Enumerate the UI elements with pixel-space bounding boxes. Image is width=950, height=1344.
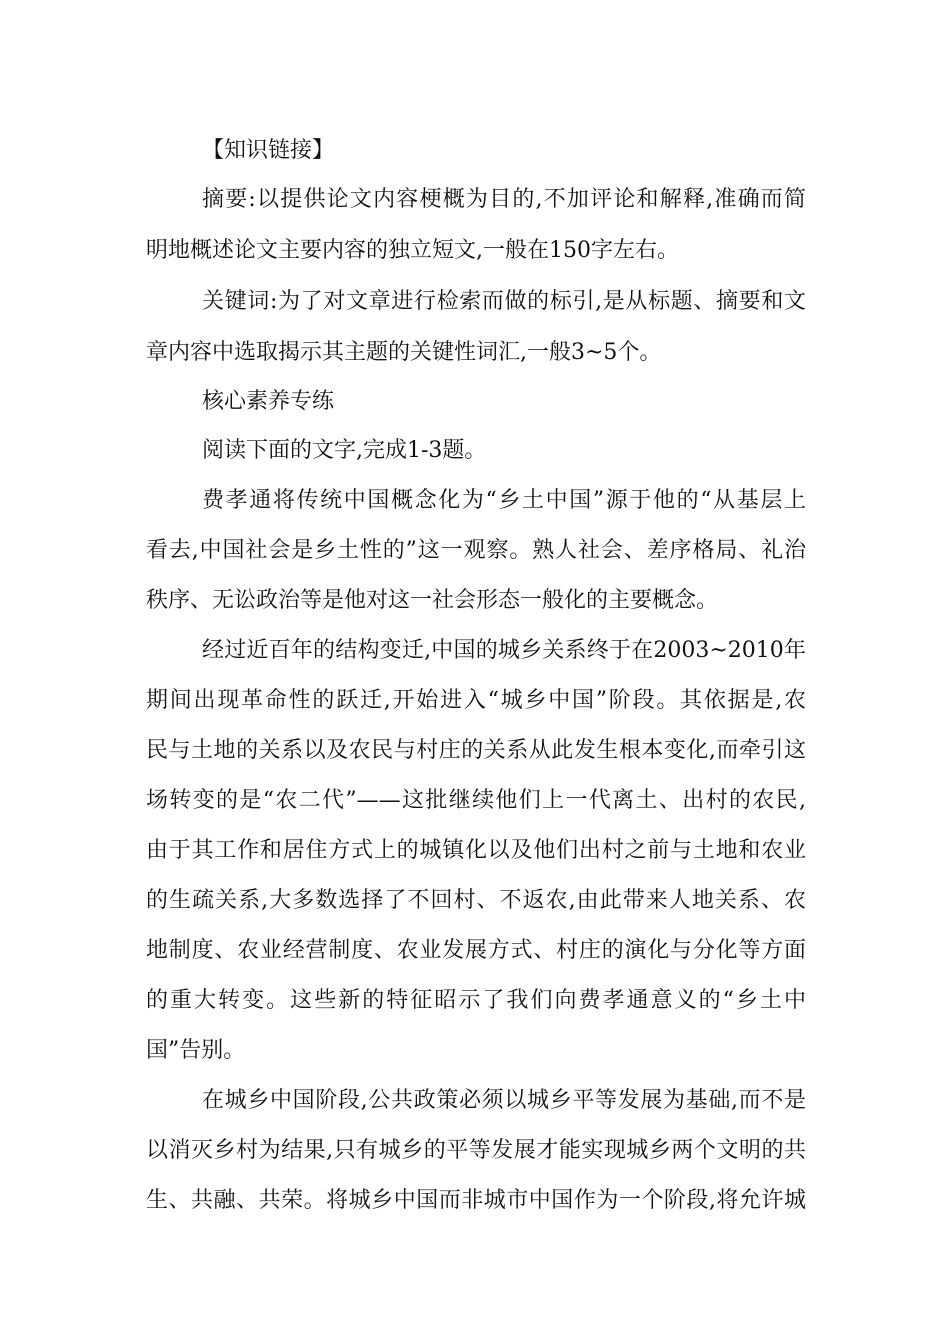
paragraph-line: 的重大转变。这些新的特征昭示了我们向费孝通意义的“乡土中 [146,988,806,1013]
paragraph-line: 场转变的是“农二代”——这批继续他们上一代离土、出村的农民, [146,788,806,813]
paragraph-line: 民与土地的关系以及农民与村庄的关系从此发生根本变化,而牵引这 [146,738,806,763]
paragraph-line: 地制度、农业经营制度、农业发展方式、村庄的演化与分化等方面 [146,938,806,963]
paragraph-line: 费孝通将传统中国概念化为“乡土中国”源于他的“从基层上 [202,488,806,513]
paragraph-line: 国”告别。 [146,1038,246,1063]
paragraph-line: 以消灭乡村为结果,只有城乡的平等发展才能实现城乡两个文明的共 [146,1138,806,1163]
paragraph-line: 看去,中国社会是乡土性的”这一观察。熟人社会、差序格局、礼治 [146,538,806,563]
paragraph-line: 的生疏关系,大多数选择了不回村、不返农,由此带来人地关系、农 [146,888,806,913]
paragraph-line: 由于其工作和居住方式上的城镇化以及他们出村之前与土地和农业 [146,838,806,863]
paragraph-line: 章内容中选取揭示其主题的关键性词汇,一般3~5个。 [146,340,662,365]
paragraph-line: 明地概述论文主要内容的独立短文,一般在150字左右。 [146,238,679,263]
section-heading-knowledge-link: 【知识链接】 [202,138,335,163]
paragraph-line: 秩序、无讼政治等是他对这一社会形态一般化的主要概念。 [146,588,719,613]
paragraph-line: 在城乡中国阶段,公共政策必须以城乡平等发展为基础,而不是 [202,1088,806,1113]
paragraph-line: 经过近百年的结构变迁,中国的城乡关系终于在2003~2010年 [202,638,806,663]
instruction-line: 阅读下面的文字,完成1-3题。 [202,438,487,463]
section-heading-core-practice: 核心素养专练 [202,389,335,414]
paragraph-line: 摘要:以提供论文内容梗概为目的,不加评论和解释,准确而简 [202,187,806,212]
paragraph-line: 期间出现革命性的跃迁,开始进入“城乡中国”阶段。其依据是,农 [146,688,806,713]
paragraph-line: 关键词:为了对文章进行检索而做的标引,是从标题、摘要和文 [202,289,806,314]
paragraph-line: 生、共融、共荣。将城乡中国而非城市中国作为一个阶段,将允许城 [146,1188,806,1213]
